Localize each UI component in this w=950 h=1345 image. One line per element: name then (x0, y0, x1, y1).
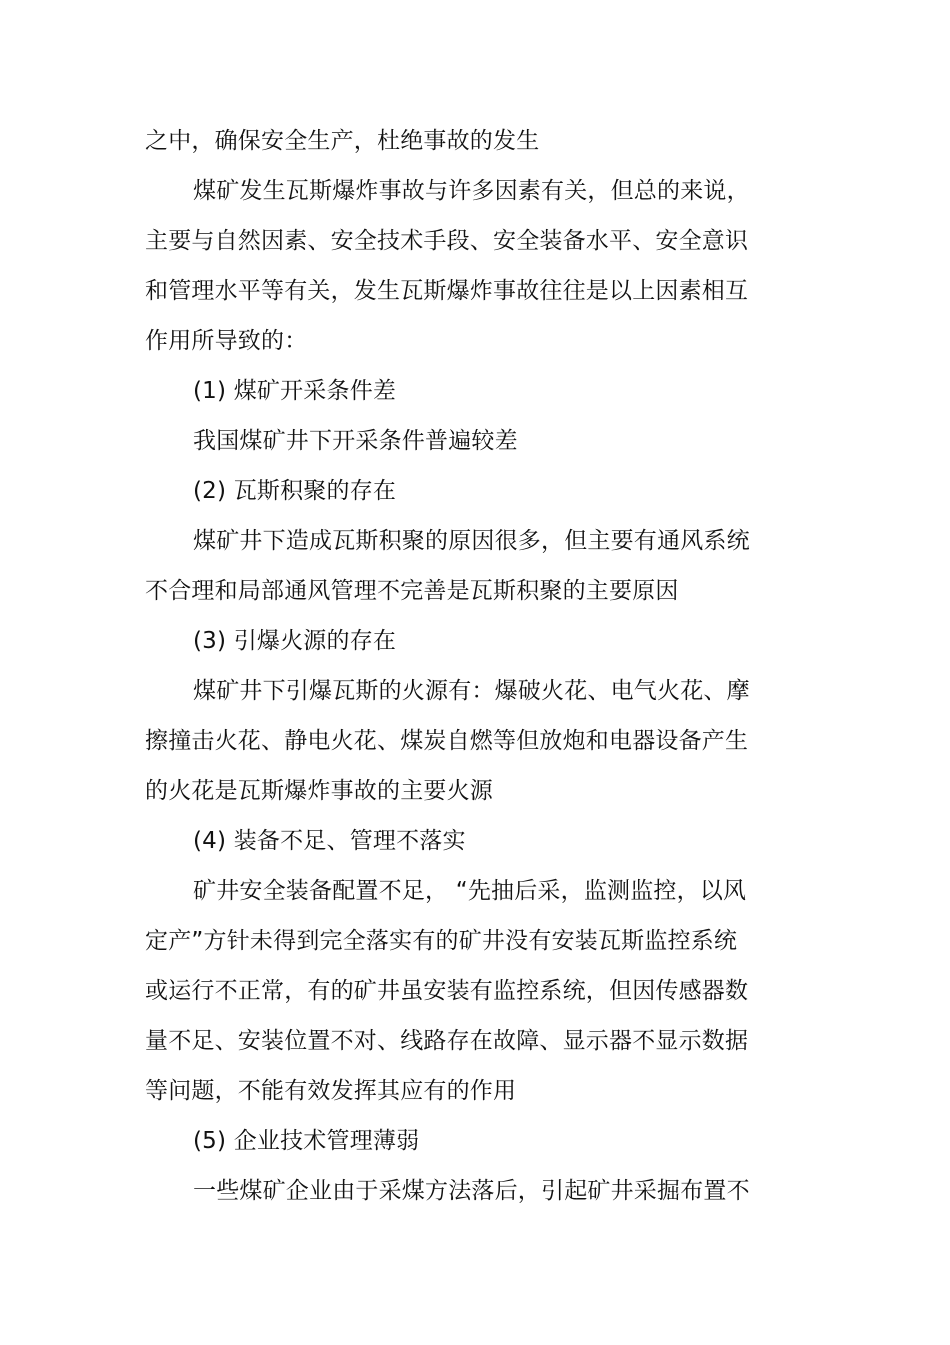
text-line: 作用所导致的： (145, 328, 308, 354)
text-line: 主要与自然因素、安全技术手段、安全装备水平、安全意识 (145, 228, 749, 254)
section-heading: (5) 企业技术管理薄弱 (193, 1128, 420, 1154)
text-line: 矿井安全装备配置不足， “先抽后采，监测监控，以风 (193, 878, 747, 904)
text-line: 不合理和局部通风管理不完善是瓦斯积聚的主要原因 (145, 578, 679, 604)
text-line: 和管理水平等有关，发生瓦斯爆炸事故往往是以上因素相互 (145, 278, 749, 304)
section-heading: (2) 瓦斯积聚的存在 (193, 478, 397, 504)
text-line: 量不足、安装位置不对、线路存在故障、显示器不显示数据 (145, 1028, 749, 1054)
text-line: 等问题，不能有效发挥其应有的作用 (145, 1078, 517, 1104)
text-line: 之中，确保安全生产，杜绝事故的发生 (145, 128, 540, 154)
section-heading: (3) 引爆火源的存在 (193, 628, 397, 654)
text-line: 煤矿井下引爆瓦斯的火源有：爆破火花、电气火花、摩 (193, 678, 750, 704)
section-heading: (1) 煤矿开采条件差 (193, 378, 397, 404)
text-line: 煤矿发生瓦斯爆炸事故与许多因素有关，但总的来说， (193, 178, 750, 204)
text-line: 我国煤矿井下开采条件普遍较差 (193, 428, 518, 454)
text-line: 或运行不正常，有的矿井虽安装有监控系统，但因传感器数 (145, 978, 749, 1004)
text-line: 一些煤矿企业由于采煤方法落后，引起矿井采掘布置不 (193, 1178, 750, 1204)
section-heading: (4) 装备不足、管理不落实 (193, 828, 466, 854)
text-line: 的火花是瓦斯爆炸事故的主要火源 (145, 778, 493, 804)
text-line: 定产”方针未得到完全落实有的矿井没有安装瓦斯监控系统 (145, 928, 738, 954)
text-line: 擦撞击火花、静电火花、煤炭自燃等但放炮和电器设备产生 (145, 728, 749, 754)
text-line: 煤矿井下造成瓦斯积聚的原因很多，但主要有通风系统 (193, 528, 750, 554)
